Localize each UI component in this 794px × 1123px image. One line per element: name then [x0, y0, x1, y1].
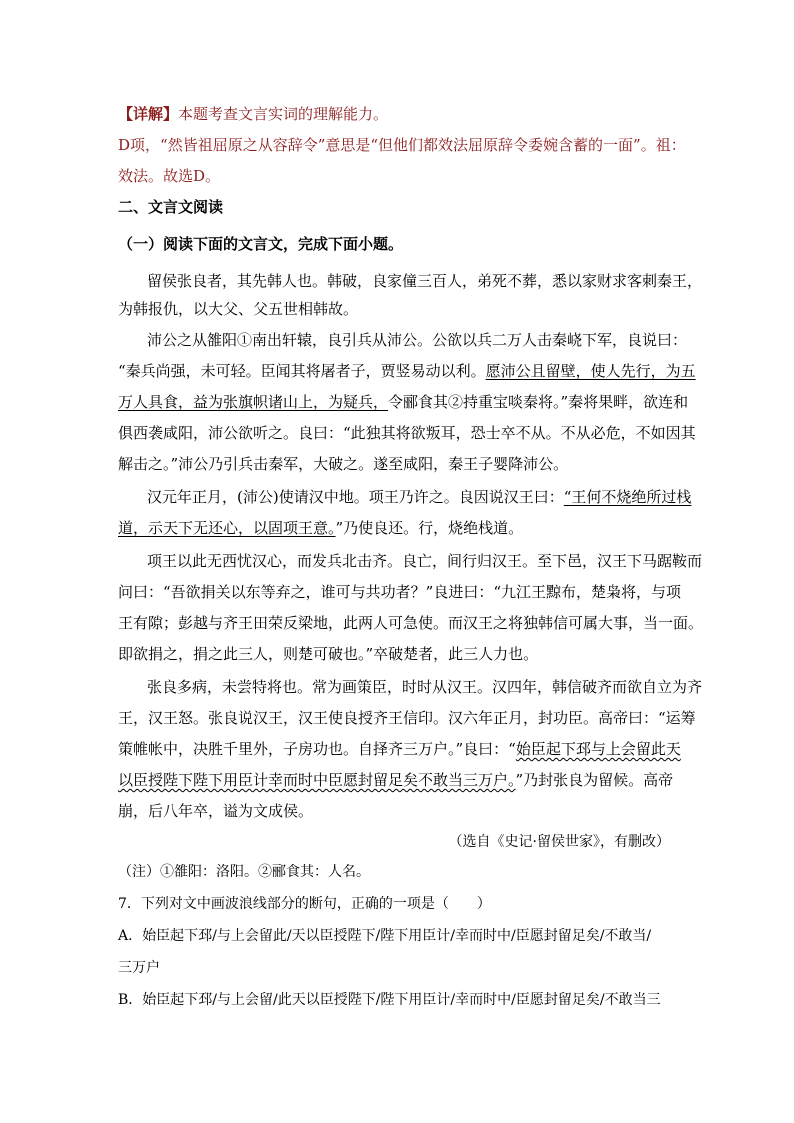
passage-p4-line-2: 问曰：“吾欲捐关以东等弃之，谁可与共功者？”良进曰：“九江王黥布，楚枭将，与项 — [118, 583, 682, 601]
passage-p2-line-4: 俱西袭咸阳，沛公欲听之。良曰：“此独其将欲叛耳，恐士卒不从。不从必危，不如因其 — [118, 424, 696, 442]
explain-label: 【详解】 — [118, 105, 179, 123]
option-a-line-2: 三万户 — [118, 960, 160, 976]
passage-p4-line-4: 即欲捐之，捐之此三人，则楚可破也。”卒破楚者，此三人力也。 — [118, 645, 539, 663]
passage-p5-line-3-a: 策帷帐中，决胜千里外，子房功也。自择齐三万户。”良曰：“ — [118, 740, 516, 758]
sub-title: （一）阅读下面的文言文，完成下面小题。 — [118, 235, 404, 253]
passage-p1-line-2: 为韩报仇，以大父、父五世相韩故。 — [118, 300, 359, 318]
passage-p2-line-2 — [118, 361, 696, 381]
explain-text: 本题考查文言实词的理解能力。 — [178, 105, 389, 123]
passage-p2-line-2-a: “秦兵尚强，未可轻。臣闻其将屠者子，贾竖易动以利。 — [118, 362, 486, 380]
passage-p5-line-4-b: ”乃封张良为留候。高帝 — [515, 771, 674, 789]
passage-p1-line-1: 留侯张良者，其先韩人也。韩破，良家僮三百人，弟死不葬，悉以家财求客刺秦王， — [147, 272, 703, 290]
passage-p2-line-3 — [118, 392, 688, 412]
passage-p3-line-2 — [118, 518, 523, 538]
explain-line-2: D项，“然皆祖屈原之从容辞令”意思是“但他们都效法屈原辞令委婉含蓄的一面”。祖： — [118, 136, 686, 154]
section-title: 二、文言文阅读 — [118, 198, 224, 216]
passage-p3-line-2-b: ”乃使良还。行，烧绝栈道。 — [335, 519, 524, 537]
passage-p5-line-1: 张良多病，未尝特将也。常为画策臣，时时从汉王。汉四年，韩信破齐而欲自立为齐 — [147, 678, 703, 696]
source-citation: （选自《史记·留侯世家》，有删改） — [448, 834, 670, 850]
passage-p2-line-3-b: 令郦食其②持重宝啖秦将。”秦将果畔，欲连和 — [388, 393, 689, 411]
underlined-sentence-2b: 道，示天下无还心，以固项王意。 — [118, 519, 336, 537]
passage-p5-line-3 — [118, 739, 681, 759]
footnote: （注）①雒阳：洛阳。②郦食其：人名。 — [118, 864, 370, 880]
wavy-sentence-b: 以臣授陛下陛下用臣计幸而时中臣愿封留足矣不敢当三万户。 — [118, 771, 516, 789]
passage-p4-line-1: 项王以此无西忧汉心，而发兵北击齐。良亡，间行归汉王。至下邑，汉王下马踞鞍而 — [147, 552, 703, 570]
passage-p2-line-1: 沛公之从雒阳①南出轩辕，良引兵从沛公。公欲以兵二万人击秦峣下军，良说曰： — [147, 331, 688, 349]
passage-p4-line-3: 王有隙；彭越与齐王田荣反梁地，此两人可急使。而汉王之将独韩信可属大事，当一面。 — [118, 614, 704, 632]
option-a-line-1: A．始臣起下邳/与上会留此/天以臣授陛下/陛下用臣计/幸而时中/臣愿封留足矣/不敢当/ — [118, 928, 652, 944]
explain-line-3: 效法。故选D。 — [118, 167, 221, 185]
underlined-sentence-1a: 愿沛公且留壁，使人先行，为五 — [485, 362, 696, 380]
passage-p2-line-5: 解击之。”沛公乃引兵击秦军，大破之。遂至咸阳，秦王子婴降沛公。 — [118, 455, 569, 473]
passage-p5-line-2: 王，汉王怒。张良说汉王，汉王使良授齐王信印。汉六年正月，封功臣。高帝曰：“运筹 — [118, 709, 696, 727]
passage-p5-line-4 — [118, 770, 673, 790]
passage-p3-line-1-a: 汉元年正月，(沛公)使请汉中地。项王乃许之。良因说汉王曰： — [147, 488, 564, 506]
question-stem: 7．下列对文中画波浪线部分的断句，正确的一项是（ ） — [118, 896, 491, 912]
passage-p3-line-1 — [147, 487, 691, 507]
option-b-line-1: B．始臣起下邳/与上会留/此天以臣授陛下/陛下用臣计/幸而时中/臣愿封留足矣/不敢当三 — [118, 992, 661, 1008]
underlined-sentence-2a: “王何不烧绝所过栈 — [563, 488, 692, 506]
explain-line-1 — [118, 104, 388, 124]
wavy-sentence-a: 始臣起下邳与上会留此天 — [515, 740, 681, 758]
passage-p5-line-5: 崩，后八年卒，谥为文成侯。 — [118, 802, 314, 820]
underlined-sentence-1b: 万人具食，益为张旗帜诸山上，为疑兵， — [118, 393, 389, 411]
